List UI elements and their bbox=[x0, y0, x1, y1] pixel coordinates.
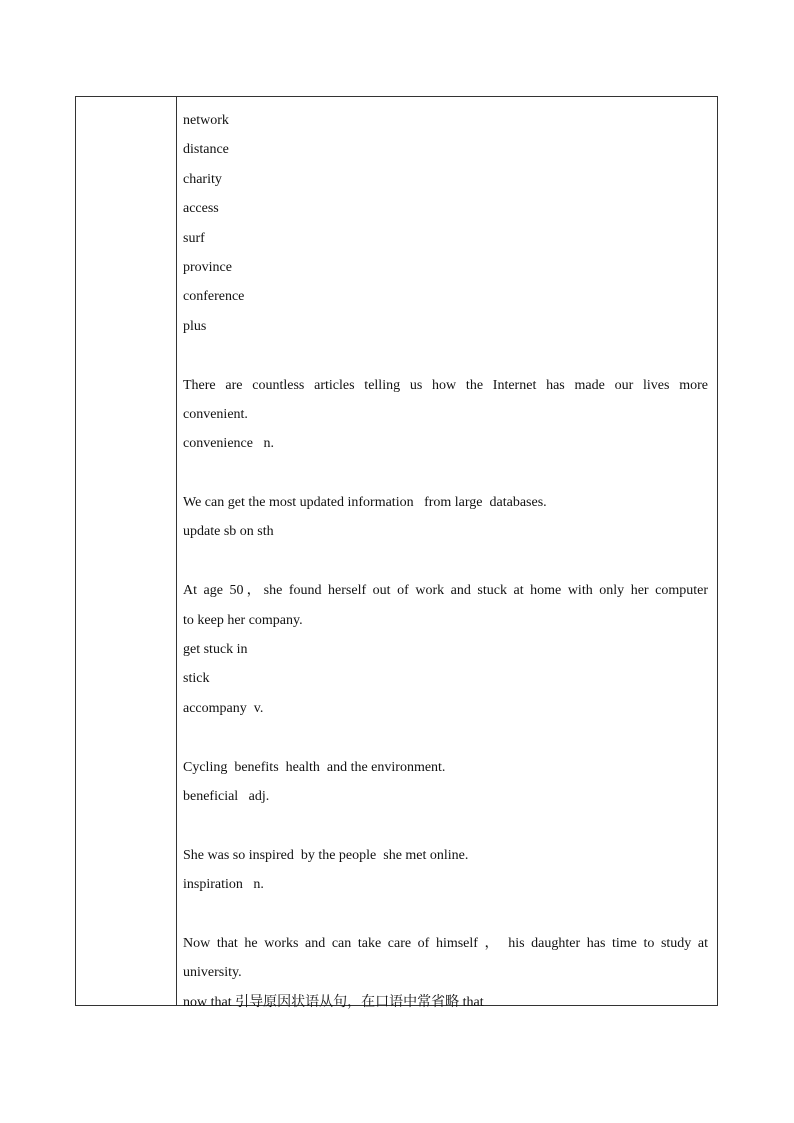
example-sentence-cont: to keep her company. bbox=[183, 612, 303, 628]
example-sentence: Now that he works and can take care of himself ， his daughter has time to study at bbox=[183, 935, 708, 951]
example-block-3 bbox=[183, 576, 708, 723]
example-sentence-cont: convenient. bbox=[183, 406, 248, 422]
word-note: get stuck in bbox=[183, 642, 248, 658]
example-sentence: Cycling benefits health and the environment. bbox=[183, 759, 446, 775]
vocab-word: conference bbox=[183, 289, 245, 305]
example-block-4 bbox=[183, 753, 708, 812]
vocab-word: network bbox=[183, 113, 229, 128]
grammar-note bbox=[183, 988, 708, 1017]
example-sentence: There are countless articles telling us how the Internet has made our lives more bbox=[183, 377, 708, 393]
example-sentence: We can get the most updated information from large databases. bbox=[183, 495, 547, 511]
vocab-word: access bbox=[183, 201, 219, 217]
worksheet-table bbox=[75, 96, 718, 1010]
grammar-note-en-tail: that bbox=[459, 994, 484, 1010]
example-block-5 bbox=[183, 841, 708, 900]
vocab-word: charity bbox=[183, 171, 222, 187]
vocab-word: plus bbox=[183, 318, 207, 334]
grammar-note-cn: 引导原因状语从句，在口语中常省略 bbox=[235, 993, 460, 1010]
vocabulary-list bbox=[183, 106, 708, 341]
example-block-6 bbox=[183, 929, 708, 1017]
content-cell bbox=[183, 106, 708, 1017]
example-sentence: She was so inspired by the people she met online. bbox=[183, 847, 469, 863]
vocab-word: distance bbox=[183, 142, 229, 158]
example-block-1 bbox=[183, 371, 708, 459]
example-sentence-cont: university. bbox=[183, 965, 242, 981]
word-note: update sb on sth bbox=[183, 524, 274, 540]
word-note: stick bbox=[183, 671, 210, 687]
example-sentence: At age 50，she found herself out of work and stuck at home with only her computer bbox=[183, 583, 708, 599]
grammar-note-en: now that bbox=[183, 994, 236, 1010]
word-note: convenience n. bbox=[183, 436, 274, 452]
vocab-word: surf bbox=[183, 230, 205, 246]
word-note: inspiration n. bbox=[183, 877, 264, 893]
left-column-cell bbox=[76, 97, 176, 1005]
example-block-2 bbox=[183, 488, 708, 547]
column-divider bbox=[176, 97, 177, 1005]
vocab-word: province bbox=[183, 259, 232, 275]
word-note: beneficial adj. bbox=[183, 788, 270, 804]
word-note: accompany v. bbox=[183, 700, 264, 716]
